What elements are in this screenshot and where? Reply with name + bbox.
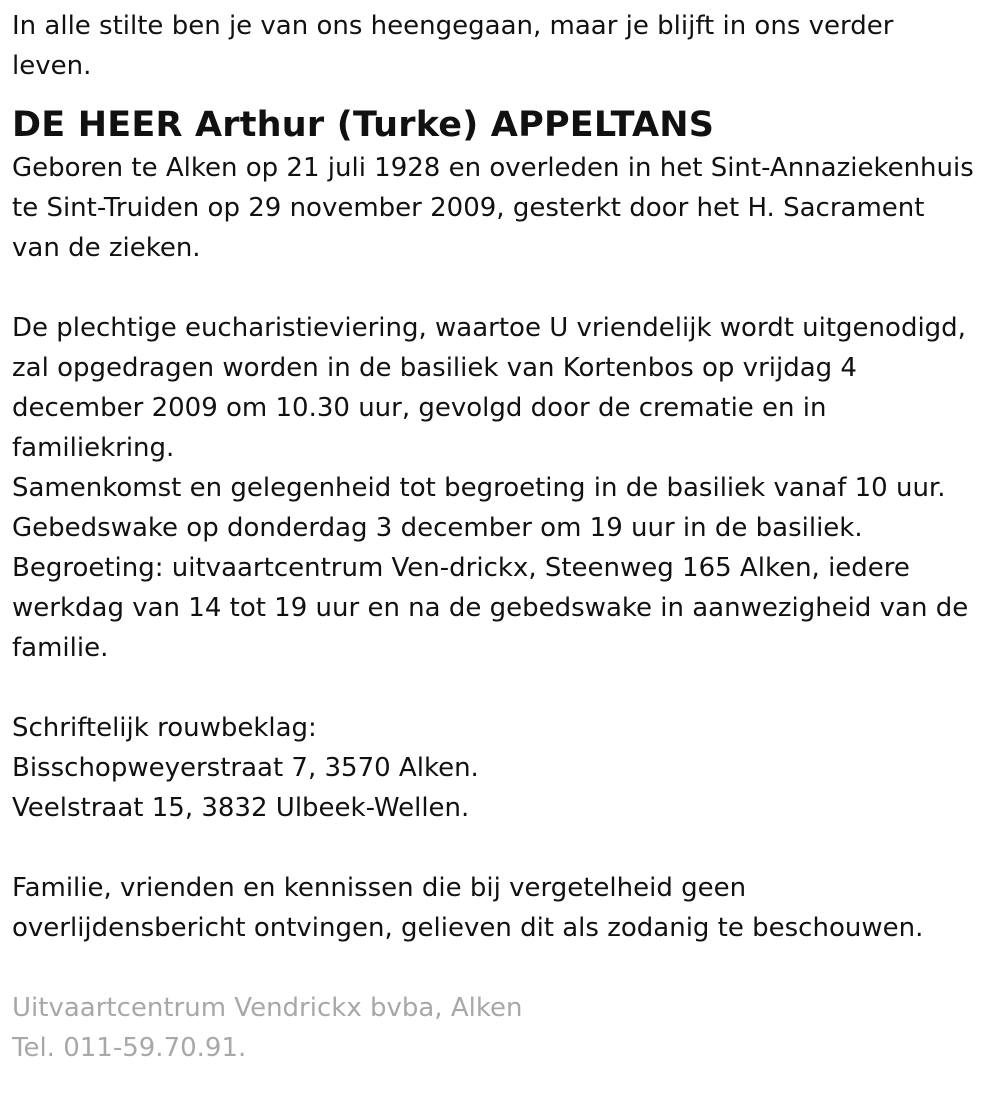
ceremony-line: Samenkomst en gelegenheid tot begroeting in de basiliek vanaf 10 uur.: [12, 473, 946, 503]
notice-line: Familie, vrienden en kennissen die bij vergetelheid geen: [12, 873, 747, 903]
funeral-home-name: Uitvaartcentrum Vendrickx bvba, Alken: [12, 993, 523, 1023]
ceremony-line: werkdag van 14 tot 19 uur en na de gebedswake in aanwezigheid van de: [12, 593, 969, 623]
condolences-address: Veelstraat 15, 3832 Ulbeek-Wellen.: [12, 793, 470, 823]
ceremony-line: familiekring.: [12, 433, 175, 463]
ceremony-line: De plechtige eucharistieviering, waartoe U vriendelijk wordt uitgenodigd,: [12, 313, 966, 343]
condolences-address: Bisschopweyerstraat 7, 3570 Alken.: [12, 753, 479, 783]
intro-line: leven.: [12, 51, 92, 81]
ceremony-line: familie.: [12, 633, 109, 663]
spacer: [12, 268, 988, 308]
birth-death-line: te Sint-Truiden op 29 november 2009, gesterkt door het H. Sacrament: [12, 193, 925, 223]
notice-line: overlijdensbericht ontvingen, gelieven dit als zodanig te beschouwen.: [12, 913, 924, 943]
intro-verse: [12, 6, 988, 86]
ceremony-line: december 2009 om 10.30 uur, gevolgd door de crematie en in: [12, 393, 827, 423]
intro-line: In alle stilte ben je van ons heengegaan, maar je blijft in ons verder: [12, 11, 894, 41]
deceased-name: DE HEER Arthur (Turke) APPELTANS: [12, 105, 715, 145]
ceremony-line: Begroeting: uitvaartcentrum Ven-drickx, Steenweg 165 Alken, iedere: [12, 553, 910, 583]
funeral-home-phone: Tel. 011-59.70.91.: [12, 1033, 247, 1063]
birth-death-paragraph: [12, 148, 988, 268]
spacer: [12, 948, 988, 988]
notice-paragraph: [12, 868, 988, 948]
condolences-heading: Schriftelijk rouwbeklag:: [12, 713, 317, 743]
birth-death-line: van de zieken.: [12, 233, 201, 263]
spacer: [12, 828, 988, 868]
birth-death-line: Geboren te Alken op 21 juli 1928 en overleden in het Sint-Annaziekenhuis: [12, 153, 974, 183]
spacer: [12, 668, 988, 708]
condolences-paragraph: [12, 708, 988, 828]
ceremony-line: Gebedswake op donderdag 3 december om 19 uur in de basiliek.: [12, 513, 863, 543]
ceremony-paragraph: [12, 308, 988, 668]
ceremony-line: zal opgedragen worden in de basiliek van Kortenbos op vrijdag 4: [12, 353, 857, 383]
funeral-home-footer: [12, 988, 988, 1068]
